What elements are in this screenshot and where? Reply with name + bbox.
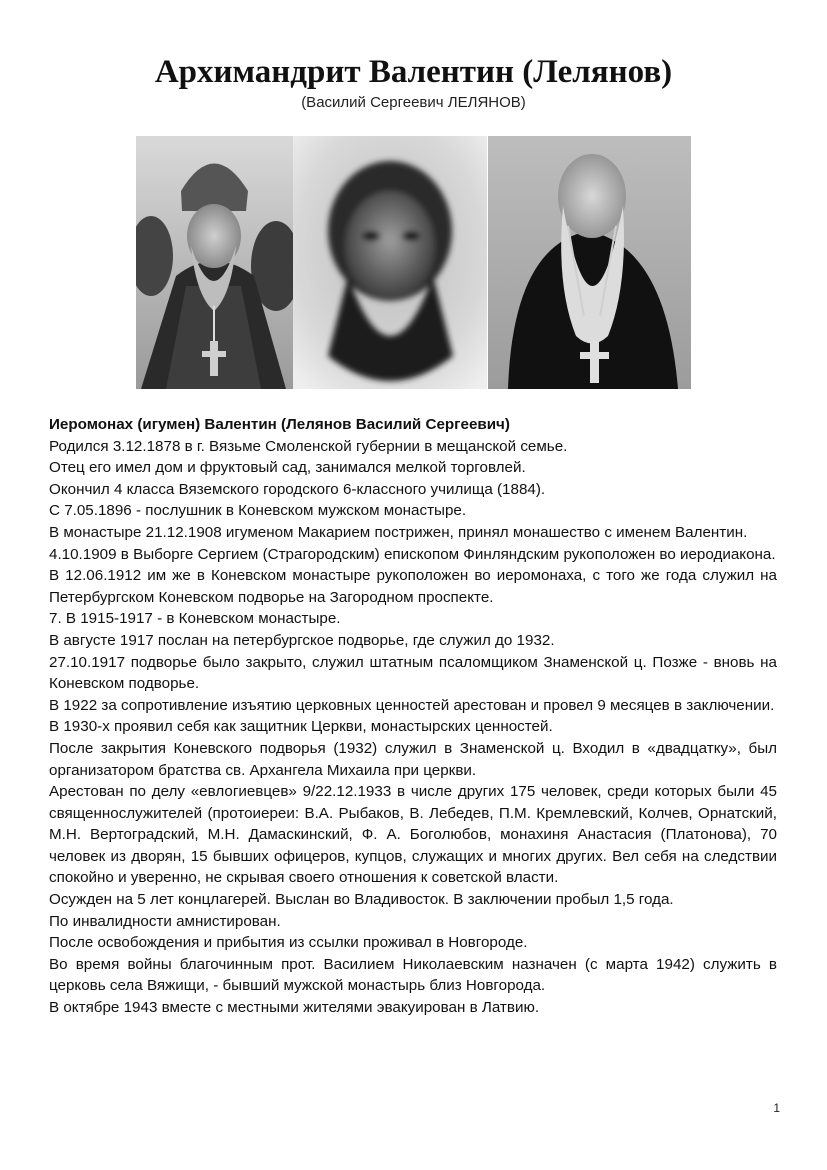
- paragraph: В монастыре 21.12.1908 игуменом Макарием пострижен, принял монашество с именем Валентин.: [49, 523, 748, 541]
- paragraph: Окончил 4 класса Вяземского городского 6-классного училища (1884).: [49, 480, 546, 498]
- paragraph: Осужден на 5 лет концлагерей. Выслан во Владивосток. В заключении пробыл 1,5 года.: [49, 891, 674, 909]
- page-number: 1: [773, 1101, 780, 1115]
- paragraph: 27.10.1917 подворье было закрыто, служил штатным псаломщиком Знаменской ц. Позже - вновь на Коневском подворье.: [49, 653, 777, 693]
- biography-heading: Иеромонах (игумен) Валентин (Лелянов Василий Сергеевич): [49, 416, 510, 433]
- paragraph: Родился 3.12.1878 в г. Вязьме Смоленской губернии в мещанской семье.: [49, 437, 568, 455]
- portrait-photo-1: [136, 136, 293, 389]
- paragraph: С 7.05.1896 - послушник в Коневском мужском монастыре.: [49, 502, 467, 520]
- paragraph: Во время войны благочинным прот. Василием Николаевским назначен (с марта 1942) служить в церковь села Вяжищи, - бывший мужской монастырь близ Новгорода.: [49, 955, 777, 995]
- paragraph: В августе 1917 послан на петербургское подворье, где служил до 1932.: [49, 631, 555, 649]
- paragraph: В 1930-х проявил себя как защитник Церкви, монастырских ценностей.: [49, 718, 553, 736]
- paragraph: После закрытия Коневского подворья (1932) служил в Знаменской ц. Входил в «двадцатку», был организатором братства св. Архангела Михаила при церкви.: [49, 739, 777, 779]
- paragraph: Отец его имел дом и фруктовый сад, занимался мелкой торговлей.: [49, 459, 526, 477]
- portrait-photo-3: [488, 136, 691, 389]
- biography-text: [49, 414, 777, 1019]
- portrait-photo-icon: [488, 136, 691, 389]
- page-subtitle: (Василий Сергеевич ЛЕЛЯНОВ): [301, 94, 526, 111]
- paragraph: В 1922 за сопротивление изъятию церковных ценностей арестован и провел 9 месяцев в заключении.: [49, 696, 775, 714]
- paragraph: Арестован по делу «евлогиевцев» 9/22.12.1933 в числе других 175 человек, среди которых были 45 священнослужителей (протоиереи: В.А. Рыбаков, В. Лебедев, П.М. Кремлевский, Колчев, Орнатский, М.Н. Вертоградский, М.Н. Дамаскинский, Ф. А. Боголюбов, монахиня Анастасия (Платонова), 70 человек из дворян, 15 бывших офицеров, купцов, служащих и многих других. Вел себя на следствии спокойно и уверенно, не скрывая своего отношения к советской власти.: [49, 783, 777, 887]
- page-title: Архимандрит Валентин (Лелянов): [154, 54, 673, 90]
- portrait-photo-2: [293, 136, 487, 389]
- portrait-photo-icon: [136, 136, 293, 389]
- paragraph: В 12.06.1912 им же в Коневском монастыре рукоположен во иеромонаха, с того же года служил на Петербургском Коневском подворье на Загородном проспекте.: [49, 567, 777, 606]
- paragraph: 7. В 1915-1917 - в Коневском монастыре.: [49, 610, 341, 628]
- portrait-photo-icon: [293, 136, 487, 389]
- paragraph: После освобождения и прибытия из ссылки проживал в Новгороде.: [49, 934, 528, 952]
- paragraph: 4.10.1909 в Выборге Сергием (Страгородским) епископом Финляндским рукоположен во иеродиакона.: [49, 545, 776, 563]
- paragraph: По инвалидности амнистирован.: [49, 912, 281, 930]
- paragraph: В октябре 1943 вместе с местными жителями эвакуирован в Латвию.: [49, 999, 540, 1017]
